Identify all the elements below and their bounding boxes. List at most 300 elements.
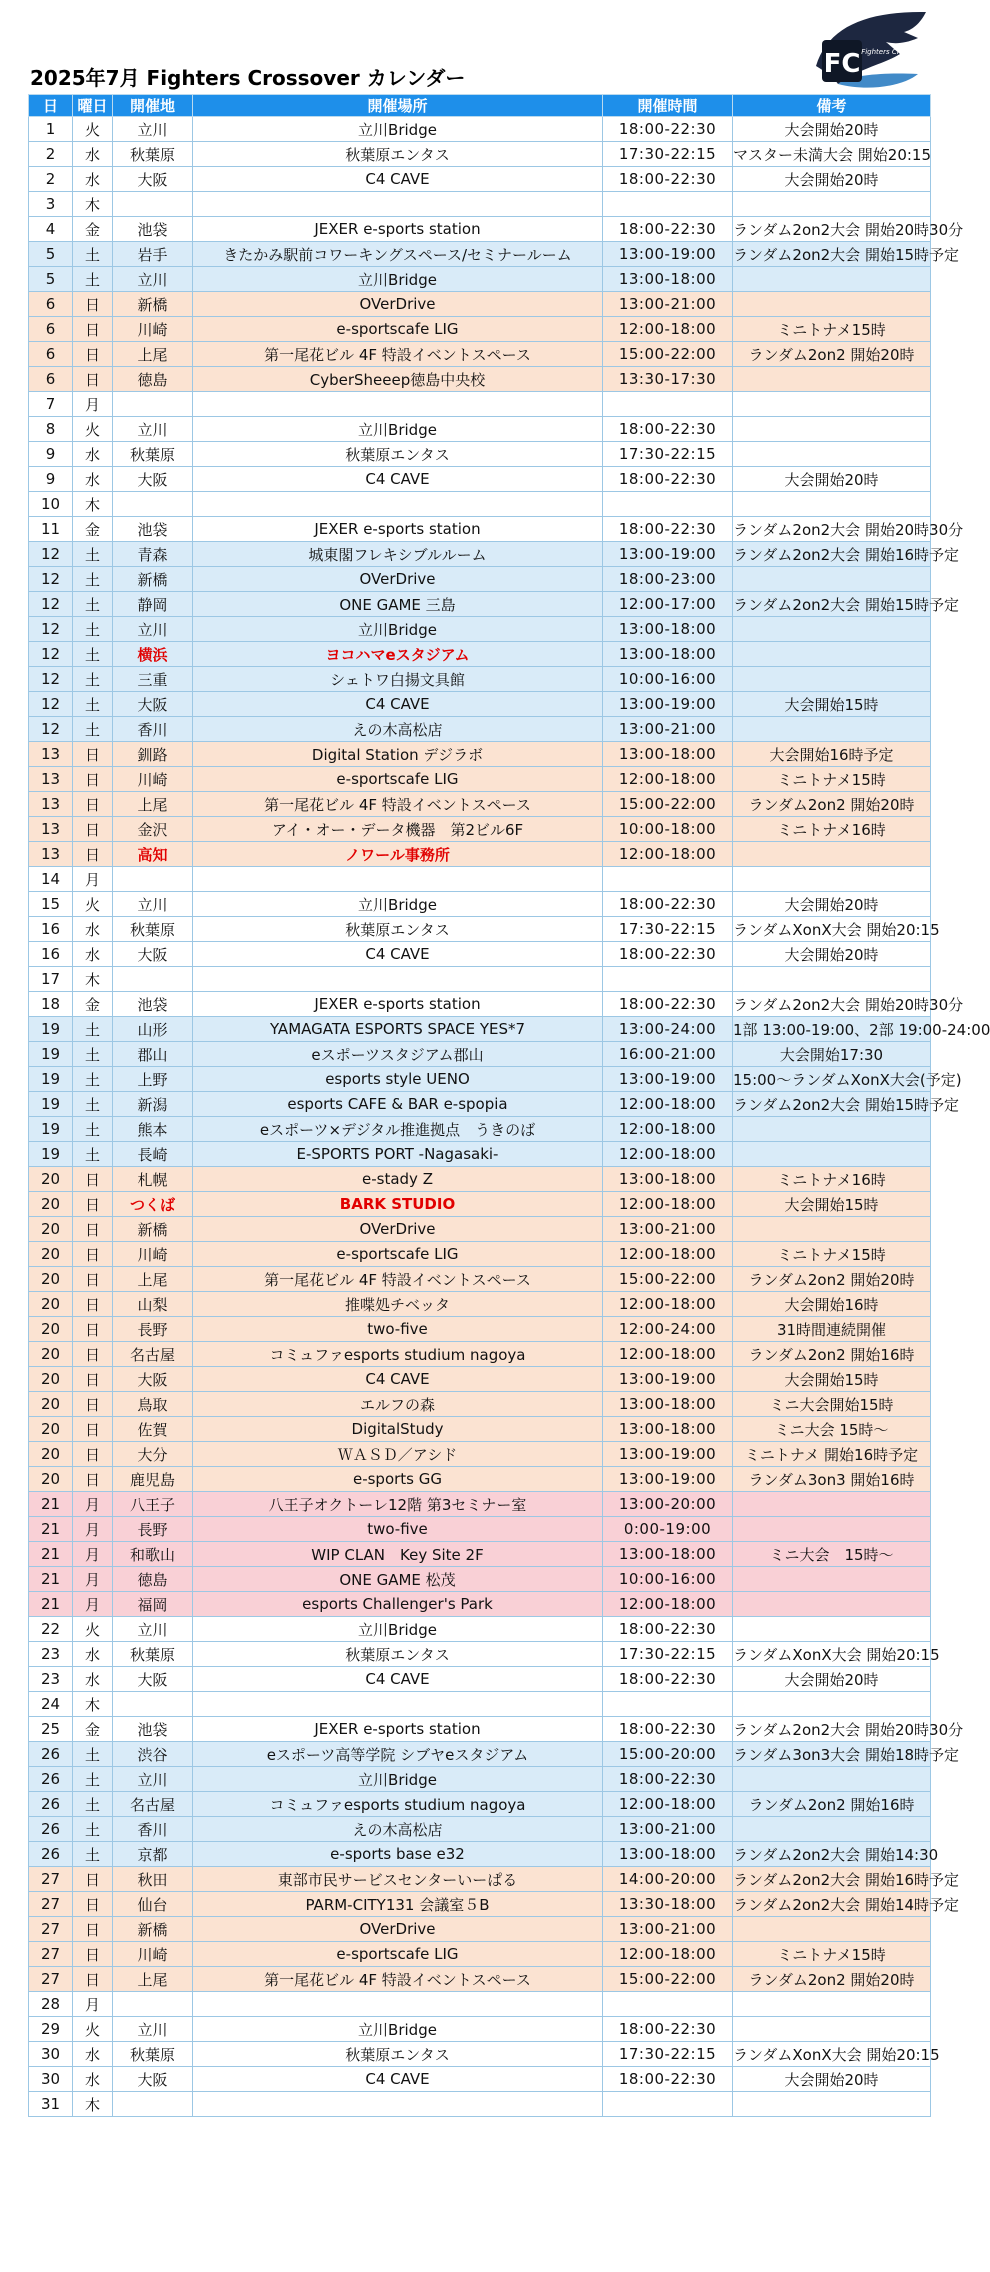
cell-weekday: 水 [73,142,113,167]
cell-area: 大阪 [113,2067,193,2092]
table-row [29,1467,931,1492]
cell-day: 6 [29,317,73,342]
table-row [29,1017,931,1042]
table-row [29,1642,931,1667]
cell-notes [733,1217,931,1242]
cell-area: 立川 [113,417,193,442]
table-row [29,1667,931,1692]
header-notes: 備考 [733,95,931,117]
table-row [29,392,931,417]
cell-notes [733,1117,931,1142]
table-row [29,317,931,342]
cell-weekday: 土 [73,667,113,692]
cell-area: 熊本 [113,1117,193,1142]
cell-weekday: 日 [73,1392,113,1417]
cell-venue: esports CAFE & BAR e-spopia [193,1092,603,1117]
table-row [29,2042,931,2067]
table-row [29,942,931,967]
cell-time: 17:30-22:15 [603,917,733,942]
cell-notes: 15:00〜ランダムXonX大会(予定) [733,1067,931,1092]
cell-time: 17:30-22:15 [603,142,733,167]
cell-time [603,867,733,892]
table-row [29,667,931,692]
table-row [29,2017,931,2042]
table-row [29,692,931,717]
cell-time: 13:00-19:00 [603,1442,733,1467]
cell-time: 13:00-21:00 [603,1917,733,1942]
cell-area: 福岡 [113,1592,193,1617]
cell-weekday: 水 [73,1667,113,1692]
cell-weekday: 土 [73,1142,113,1167]
cell-time [603,492,733,517]
cell-day: 13 [29,742,73,767]
table-row [29,1217,931,1242]
cell-venue: シェトワ白揚文具館 [193,667,603,692]
cell-area: 名古屋 [113,1792,193,1817]
cell-day: 26 [29,1767,73,1792]
cell-time: 10:00-16:00 [603,1567,733,1592]
cell-day: 20 [29,1317,73,1342]
header-venue: 開催場所 [193,95,603,117]
table-row [29,367,931,392]
cell-venue [193,2092,603,2117]
cell-day: 6 [29,367,73,392]
cell-day: 20 [29,1367,73,1392]
cell-time: 15:00-22:00 [603,1967,733,1992]
cell-weekday: 土 [73,542,113,567]
cell-day: 27 [29,1892,73,1917]
cell-notes: ランダム3on3大会 開始18時予定 [733,1742,931,1767]
cell-weekday: 日 [73,1917,113,1942]
table-row [29,542,931,567]
cell-area: 新橋 [113,1917,193,1942]
cell-notes [733,1617,931,1642]
cell-venue [193,1992,603,2017]
header-weekday: 曜日 [73,95,113,117]
cell-area: 徳島 [113,367,193,392]
logo-text: Fighters Crossover [861,48,927,56]
cell-weekday: 土 [73,1117,113,1142]
cell-day: 6 [29,342,73,367]
cell-weekday: 木 [73,192,113,217]
table-row [29,1267,931,1292]
cell-weekday: 日 [73,367,113,392]
cell-area: 立川 [113,267,193,292]
cell-venue: 第一尾花ビル 4F 特設イベントスペース [193,1267,603,1292]
cell-time: 12:00-18:00 [603,767,733,792]
cell-notes [733,367,931,392]
cell-area: 鳥取 [113,1392,193,1417]
cell-weekday: 金 [73,517,113,542]
table-row [29,917,931,942]
cell-venue: ヨコハマeスタジアム [193,642,603,667]
cell-notes: ミニ大会 15時〜 [733,1417,931,1442]
cell-day: 20 [29,1467,73,1492]
cell-time: 10:00-16:00 [603,667,733,692]
cell-notes [733,842,931,867]
cell-area: 山梨 [113,1292,193,1317]
cell-venue: 立川Bridge [193,267,603,292]
cell-weekday: 日 [73,1292,113,1317]
cell-day: 3 [29,192,73,217]
cell-venue: C4 CAVE [193,1367,603,1392]
cell-area: 名古屋 [113,1342,193,1367]
cell-weekday: 金 [73,992,113,1017]
cell-notes [733,617,931,642]
table-row [29,892,931,917]
cell-area: 大阪 [113,467,193,492]
cell-weekday: 火 [73,892,113,917]
cell-venue: E-SPORTS PORT -Nagasaki- [193,1142,603,1167]
cell-area: 渋谷 [113,1742,193,1767]
cell-venue: C4 CAVE [193,2067,603,2092]
cell-area: 上尾 [113,342,193,367]
table-row [29,2067,931,2092]
cell-weekday: 月 [73,1567,113,1592]
table-row [29,1242,931,1267]
cell-time: 13:00-18:00 [603,1842,733,1867]
cell-time: 13:00-19:00 [603,1467,733,1492]
cell-venue: 秋葉原エンタス [193,1642,603,1667]
cell-time: 14:00-20:00 [603,1867,733,1892]
cell-day: 20 [29,1342,73,1367]
cell-area: 郡山 [113,1042,193,1067]
cell-area: つくば [113,1192,193,1217]
cell-area: 大阪 [113,692,193,717]
cell-time: 0:00-19:00 [603,1517,733,1542]
cell-notes: ランダム2on2 開始20時 [733,792,931,817]
table-row [29,1342,931,1367]
table-row [29,292,931,317]
cell-time: 13:00-18:00 [603,1392,733,1417]
cell-day: 17 [29,967,73,992]
cell-time [603,1692,733,1717]
cell-time: 13:00-21:00 [603,1817,733,1842]
cell-area: 佐賀 [113,1417,193,1442]
cell-weekday: 日 [73,317,113,342]
cell-time: 13:00-18:00 [603,742,733,767]
cell-weekday: 土 [73,1842,113,1867]
cell-weekday: 日 [73,1192,113,1217]
cell-notes: 大会開始15時 [733,1192,931,1217]
table-row [29,1717,931,1742]
cell-area: 長崎 [113,1142,193,1167]
cell-weekday: 月 [73,1992,113,2017]
table-row [29,1392,931,1417]
cell-notes [733,667,931,692]
cell-notes: ランダム2on2 開始20時 [733,1967,931,1992]
cell-area: 八王子 [113,1492,193,1517]
cell-venue: two-five [193,1317,603,1342]
cell-area: 岩手 [113,242,193,267]
table-row [29,117,931,142]
cell-venue: 秋葉原エンタス [193,442,603,467]
cell-time: 18:00-22:30 [603,1767,733,1792]
cell-day: 12 [29,717,73,742]
cell-weekday: 月 [73,392,113,417]
cell-time [603,392,733,417]
table-row [29,1092,931,1117]
table-row [29,1442,931,1467]
table-row [29,617,931,642]
cell-notes [733,967,931,992]
cell-weekday: 土 [73,1742,113,1767]
cell-notes [733,642,931,667]
cell-day: 2 [29,167,73,192]
cell-venue [193,492,603,517]
cell-time: 18:00-22:30 [603,1717,733,1742]
cell-venue: 秋葉原エンタス [193,142,603,167]
cell-notes [733,1492,931,1517]
cell-area: 上野 [113,1067,193,1092]
cell-time: 18:00-22:30 [603,117,733,142]
table-row [29,867,931,892]
cell-area: 大阪 [113,1667,193,1692]
cell-notes: 大会開始20時 [733,942,931,967]
cell-day: 9 [29,467,73,492]
cell-weekday: 日 [73,767,113,792]
cell-day: 25 [29,1717,73,1742]
cell-weekday: 土 [73,1042,113,1067]
cell-notes: ランダム2on2大会 開始14時予定 [733,1892,931,1917]
cell-venue: えの木高松店 [193,1817,603,1842]
cell-area [113,492,193,517]
cell-weekday: 土 [73,1067,113,1092]
cell-area: 山形 [113,1017,193,1042]
cell-time: 12:00-18:00 [603,1142,733,1167]
table-row [29,1592,931,1617]
cell-time: 13:30-17:30 [603,367,733,392]
table-row [29,567,931,592]
cell-time: 17:30-22:15 [603,1642,733,1667]
cell-notes [733,417,931,442]
cell-area: 横浜 [113,642,193,667]
cell-day: 13 [29,792,73,817]
cell-day: 30 [29,2067,73,2092]
cell-venue: OVerDrive [193,1917,603,1942]
cell-day: 20 [29,1392,73,1417]
cell-day: 2 [29,142,73,167]
calendar-table [28,94,990,2117]
cell-venue: C4 CAVE [193,692,603,717]
cell-venue: 立川Bridge [193,617,603,642]
cell-time: 13:00-19:00 [603,542,733,567]
table-row [29,592,931,617]
cell-venue: えの木高松店 [193,717,603,742]
cell-venue: OVerDrive [193,1217,603,1242]
table-row [29,842,931,867]
cell-day: 27 [29,1867,73,1892]
cell-notes: 大会開始20時 [733,2067,931,2092]
cell-weekday: 日 [73,1942,113,1967]
table-row [29,142,931,167]
table-row [29,517,931,542]
cell-notes: ランダムXonX大会 開始20:15 [733,917,931,942]
cell-day: 10 [29,492,73,517]
cell-weekday: 土 [73,717,113,742]
cell-weekday: 日 [73,1867,113,1892]
cell-area: 川崎 [113,1242,193,1267]
table-row [29,167,931,192]
cell-area: 大阪 [113,167,193,192]
cell-venue: 第一尾花ビル 4F 特設イベントスペース [193,342,603,367]
cell-time: 18:00-22:30 [603,992,733,1017]
table-row [29,1892,931,1917]
cell-notes [733,292,931,317]
cell-notes [733,442,931,467]
cell-time: 18:00-22:30 [603,1667,733,1692]
cell-notes [733,1767,931,1792]
cell-weekday: 月 [73,1517,113,1542]
cell-day: 12 [29,692,73,717]
cell-notes: ランダム2on2大会 開始20時30分 [733,217,931,242]
cell-weekday: 日 [73,1467,113,1492]
cell-venue: ONE GAME 松茂 [193,1567,603,1592]
table-row [29,1767,931,1792]
cell-time: 13:00-21:00 [603,717,733,742]
cell-area: 新潟 [113,1092,193,1117]
table-row [29,1317,931,1342]
cell-venue: 推喋処チベッタ [193,1292,603,1317]
cell-venue: JEXER e-sports station [193,217,603,242]
cell-weekday: 木 [73,492,113,517]
cell-day: 21 [29,1517,73,1542]
cell-notes [733,1992,931,2017]
cell-notes [733,1817,931,1842]
cell-weekday: 金 [73,217,113,242]
cell-area: 秋田 [113,1867,193,1892]
cell-venue: C4 CAVE [193,1667,603,1692]
table-row [29,1367,931,1392]
cell-time: 13:00-19:00 [603,242,733,267]
cell-weekday: 土 [73,1767,113,1792]
cell-area: 立川 [113,617,193,642]
cell-area: 大阪 [113,942,193,967]
cell-notes [733,1592,931,1617]
cell-weekday: 木 [73,2092,113,2117]
cell-day: 8 [29,417,73,442]
cell-day: 20 [29,1442,73,1467]
cell-area [113,392,193,417]
cell-notes [733,567,931,592]
fighters-crossover-logo [808,6,932,96]
cell-weekday: 日 [73,792,113,817]
cell-weekday: 日 [73,1242,113,1267]
cell-day: 30 [29,2042,73,2067]
cell-weekday: 水 [73,2042,113,2067]
cell-area: 秋葉原 [113,442,193,467]
table-row [29,267,931,292]
cell-notes: 大会開始20時 [733,117,931,142]
cell-notes: 大会開始15時 [733,692,931,717]
cell-area: 京都 [113,1842,193,1867]
cell-time: 13:00-19:00 [603,1067,733,1092]
cell-notes: 大会開始20時 [733,892,931,917]
cell-weekday: 水 [73,2067,113,2092]
cell-day: 5 [29,267,73,292]
cell-venue: e-sportscafe LIG [193,1942,603,1967]
cell-day: 27 [29,1942,73,1967]
cell-area [113,1992,193,2017]
cell-notes: 大会開始17:30 [733,1042,931,1067]
cell-weekday: 土 [73,242,113,267]
cell-venue: JEXER e-sports station [193,992,603,1017]
cell-weekday: 日 [73,1417,113,1442]
cell-venue: two-five [193,1517,603,1542]
cell-time: 12:00-18:00 [603,1292,733,1317]
cell-venue: WIP CLAN Key Site 2F [193,1542,603,1567]
cell-day: 23 [29,1667,73,1692]
cell-notes: ランダム2on2大会 開始15時予定 [733,242,931,267]
cell-time: 13:00-18:00 [603,267,733,292]
cell-venue: アイ・オー・データ機器 第2ビル6F [193,817,603,842]
cell-venue: 八王子オクトーレ12階 第3セミナー室 [193,1492,603,1517]
cell-venue: YAMAGATA ESPORTS SPACE YES*7 [193,1017,603,1042]
cell-venue: e-sportscafe LIG [193,767,603,792]
cell-day: 13 [29,842,73,867]
cell-weekday: 日 [73,1267,113,1292]
table-row [29,1167,931,1192]
cell-weekday: 日 [73,1967,113,1992]
cell-venue [193,192,603,217]
cell-notes [733,192,931,217]
cell-area: 青森 [113,542,193,567]
cell-venue [193,392,603,417]
cell-time: 18:00-22:30 [603,517,733,542]
cell-day: 16 [29,942,73,967]
cell-weekday: 土 [73,592,113,617]
cell-notes: ランダム2on2 開始20時 [733,342,931,367]
table-row [29,1792,931,1817]
cell-time: 17:30-22:15 [603,442,733,467]
cell-day: 28 [29,1992,73,2017]
cell-day: 21 [29,1567,73,1592]
cell-area [113,867,193,892]
cell-venue: esports Challenger's Park [193,1592,603,1617]
cell-day: 20 [29,1242,73,1267]
cell-time: 18:00-22:30 [603,217,733,242]
cell-day: 5 [29,242,73,267]
cell-time: 15:00-20:00 [603,1742,733,1767]
cell-notes: ランダム3on3 開始16時 [733,1467,931,1492]
cell-notes: ミニトナメ15時 [733,767,931,792]
cell-area: 香川 [113,1817,193,1842]
cell-notes: マスター未満大会 開始20:15 [733,142,931,167]
cell-day: 19 [29,1042,73,1067]
cell-day: 1 [29,117,73,142]
cell-weekday: 日 [73,1367,113,1392]
cell-day: 13 [29,767,73,792]
cell-venue: ＷＡＳＤ／アシド [193,1442,603,1467]
cell-weekday: 日 [73,292,113,317]
cell-day: 24 [29,1692,73,1717]
cell-area: 池袋 [113,217,193,242]
cell-day: 14 [29,867,73,892]
cell-notes: ランダム2on2大会 開始16時予定 [733,1867,931,1892]
table-row [29,1817,931,1842]
cell-notes: ランダム2on2大会 開始14:30 [733,1842,931,1867]
cell-venue: 第一尾花ビル 4F 特設イベントスペース [193,792,603,817]
cell-venue: 立川Bridge [193,417,603,442]
table-row [29,442,931,467]
cell-weekday: 水 [73,942,113,967]
cell-notes: ミニトナメ15時 [733,1942,931,1967]
cell-day: 19 [29,1017,73,1042]
cell-area: 香川 [113,717,193,742]
cell-venue: 立川Bridge [193,117,603,142]
cell-weekday: 火 [73,2017,113,2042]
cell-notes [733,1517,931,1542]
